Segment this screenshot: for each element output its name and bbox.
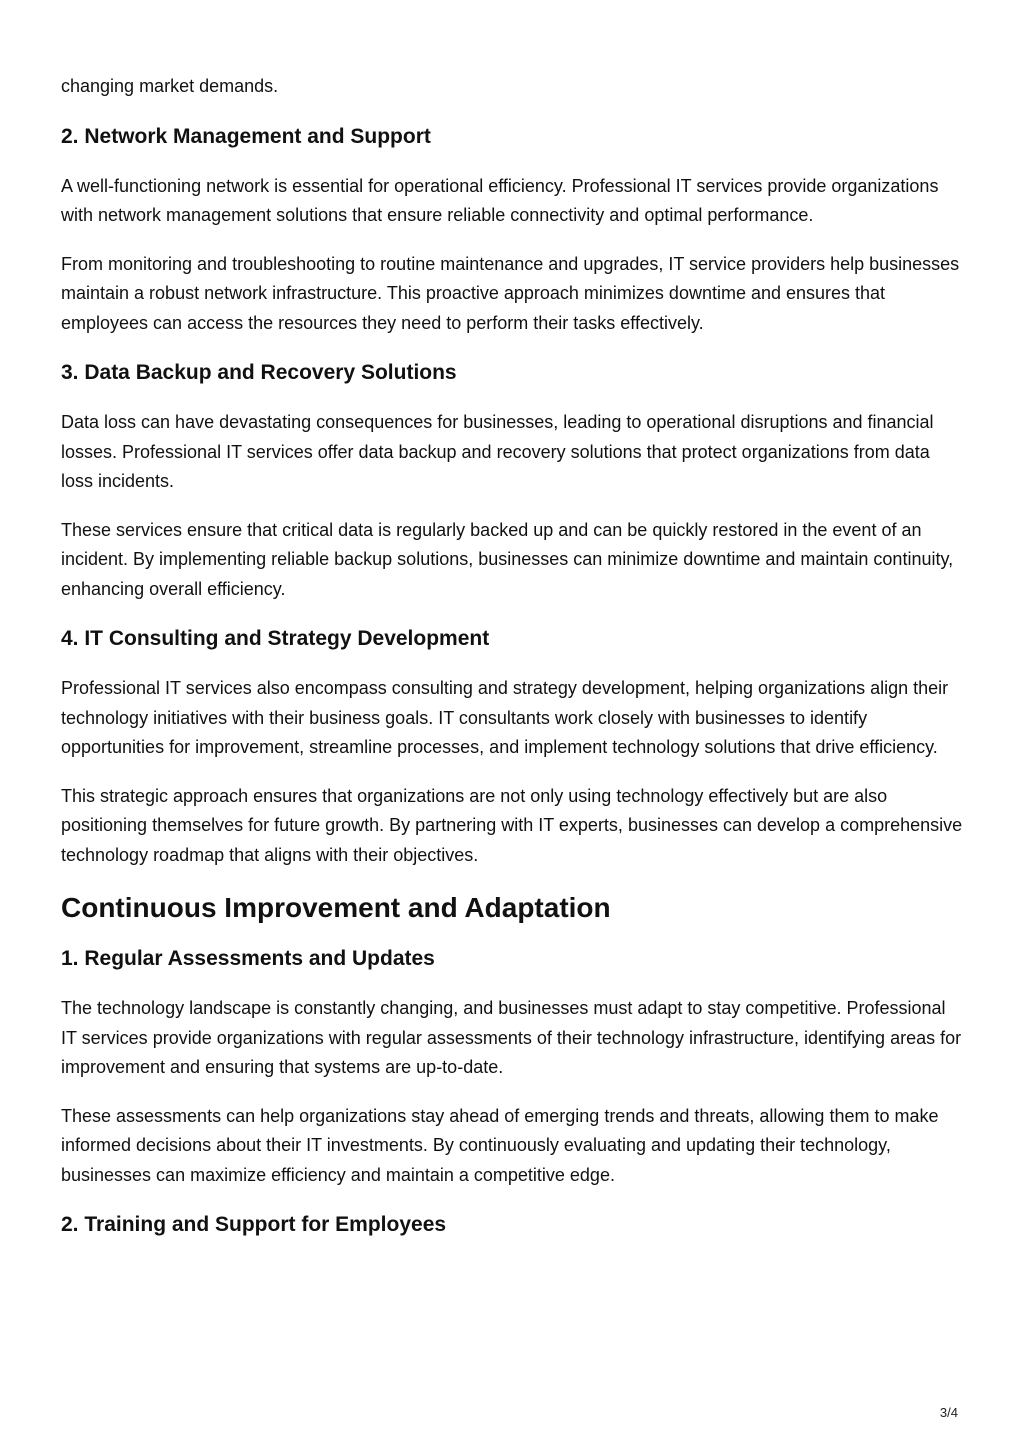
major-heading: Continuous Improvement and Adaptation xyxy=(61,892,611,923)
section-paragraph: Professional IT services also encompass consulting and strategy development, helping organizations align their technology initiatives with their business goals. IT consultants work closely with businesses to identify opportunities for improvement, streamline processes, and implement technology solutions that drive efficiency. xyxy=(61,678,949,757)
section-paragraph: These assessments can help organizations stay ahead of emerging trends and threats, allowing them to make informed decisions about their IT investments. By continuously evaluating and updating their technology, businesses can maximize efficiency and maintain a competitive edge. xyxy=(61,1105,939,1185)
section-heading: 3. Data Backup and Recovery Solutions xyxy=(61,361,457,384)
section-paragraph: From monitoring and troubleshooting to routine maintenance and upgrades, IT service providers help businesses maintain a robust network infrastructure. This proactive approach minimizes downtime and ensures that employees can access the resources they need to perform their tasks effectively. xyxy=(61,253,960,333)
section-paragraph: This strategic approach ensures that organizations are not only using technology effectively but are also positioning themselves for future growth. By partnering with IT experts, businesses can develop a comprehensive technology roadmap that aligns with their objectives. xyxy=(61,785,963,865)
section-heading: 2. Network Management and Support xyxy=(61,124,431,148)
section-it-consulting xyxy=(61,624,966,870)
section-heading: 1. Regular Assessments and Updates xyxy=(61,947,435,970)
section-network-management xyxy=(61,122,966,339)
section-paragraph: A well-functioning network is essential for operational efficiency. Professional IT services provide organizations with network management solutions that ensure reliable connectivity and optimal performance. xyxy=(61,175,939,225)
section-data-backup xyxy=(61,358,966,604)
section-paragraph: These services ensure that critical data is regularly backed up and can be quickly restored in the event of an incident. By implementing reliable backup solutions, businesses can minimize downtime and maintain continuity, enhancing overall efficiency. xyxy=(61,519,954,599)
subsection-training-support xyxy=(61,1210,966,1239)
document-page xyxy=(61,72,966,1239)
section-paragraph: The technology landscape is constantly changing, and businesses must adapt to stay competitive. Professional IT services provide organizations with regular assessments of their technology infrastructure, identifying areas for improvement and ensuring that systems are up-to-date. xyxy=(61,998,962,1077)
page-number: 3/4 xyxy=(939,1405,958,1420)
section-heading: 2. Training and Support for Employees xyxy=(61,1213,447,1236)
subsection-regular-assessments xyxy=(61,944,966,1190)
section-paragraph: Data loss can have devastating consequences for businesses, leading to operational disruptions and financial losses. Professional IT services offer data backup and recovery solutions that protect organizations from data loss incidents. xyxy=(61,412,934,491)
lead-paragraph: changing market demands. xyxy=(61,76,279,96)
section-heading: 4. IT Consulting and Strategy Development xyxy=(61,627,490,650)
